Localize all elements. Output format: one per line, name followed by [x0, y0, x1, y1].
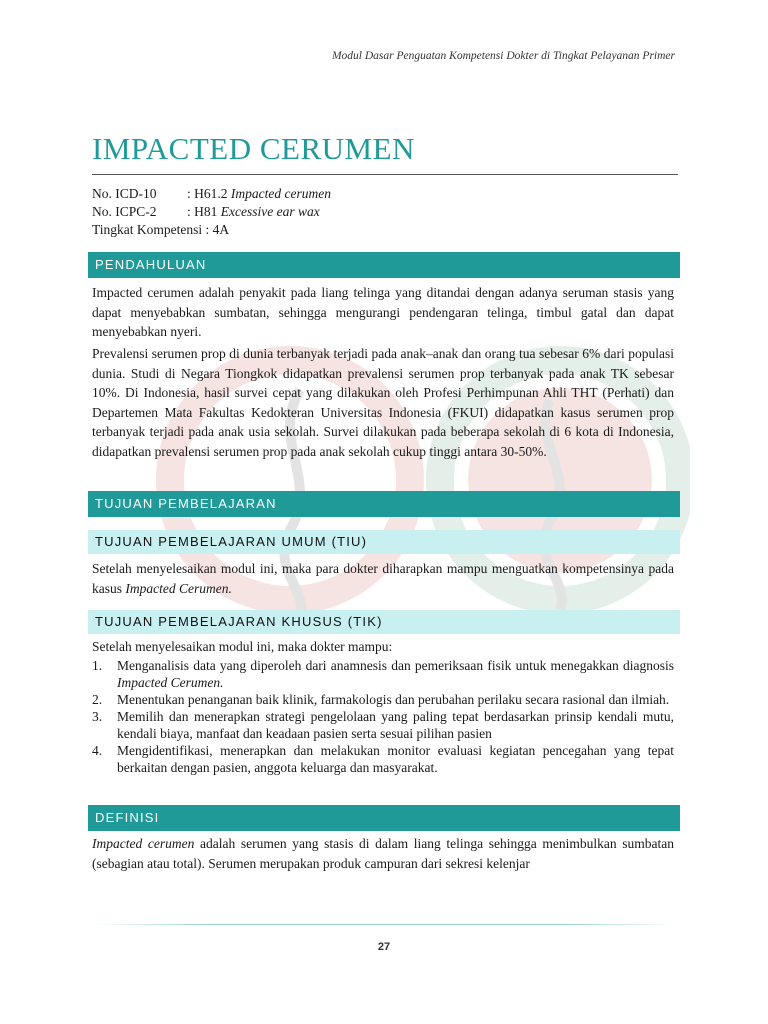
title-divider — [92, 174, 678, 175]
pendahuluan-paragraph-1: Impacted cerumen adalah penyakit pada liang telinga yang ditandai dengan adanya seruman stasis yang dapat menyebabkan sumbatan, sehingga mengurangi pendengaran telinga, timbul gatal dan dapat menyebabkan nyeri. — [92, 285, 674, 339]
tik-list — [92, 657, 674, 776]
list-item-body: Mengidentifikasi, menerapkan dan melakukan monitor evaluasi kegiatan pencegahan yang tepat berkaitan dengan pasien, anggota keluarga dan masyarakat. — [117, 743, 674, 775]
list-item-case-name: Impacted Cerumen. — [117, 675, 224, 690]
footer-divider — [92, 924, 678, 925]
icpc2-code: : H81 — [187, 204, 221, 219]
icd10-code: : H61.2 — [187, 186, 231, 201]
list-item-number: 4. — [92, 743, 103, 758]
definisi-term: Impacted cerumen — [92, 836, 195, 851]
tiu-text: Setelah menyelesaikan modul ini, maka para dokter diharapkan mampu menguatkan kompetensinya pada kasus — [92, 561, 674, 596]
tiu-case-name: Impacted Cerumen. — [125, 580, 232, 596]
list-item-body: Menganalisis data yang diperoleh dari anamnesis dan pemeriksaan fisik untuk menegakkan diagnosis — [117, 658, 674, 673]
section-header-tujuan: TUJUAN PEMBELAJARAN — [88, 491, 680, 517]
page-title: IMPACTED CERUMEN — [92, 131, 415, 166]
icpc2-label: No. ICPC-2 — [92, 204, 157, 219]
icpc2-row — [92, 203, 331, 221]
competency-level: Tingkat Kompetensi : 4A — [92, 222, 230, 237]
list-item-body: Menentukan penanganan baik klinik, farmakologis dan perubahan perilaku secara rasional dan ilmiah. — [117, 692, 670, 707]
list-item-number: 1. — [92, 658, 103, 673]
icd10-value — [187, 185, 331, 203]
tik-intro: Setelah menyelesaikan modul ini, maka dokter mampu: — [92, 639, 393, 654]
list-item-text — [117, 708, 674, 742]
list-item-number: 2. — [92, 692, 103, 707]
subsection-header-tik: TUJUAN PEMBELAJARAN KHUSUS (TIK) — [88, 610, 680, 634]
pendahuluan-paragraph-2: Prevalensi serumen prop di dunia terbanyak terjadi pada anak–anak dan orang tua sebesar 6% dari populasi dunia. Studi di Negara Tiongkok didapatkan prevalensi serumen prop terbanyak pada anak TK sebesar 10%. Di Indonesia, hasil survei cepat yang dilakukan oleh Profesi Perhimpunan Ahli THT (Perhati) dan Departemen Mata Fakultas Kedokteran Universitas Indonesia (FKUI) didapatkan kasus serumen prop terbanyak terjadi pada anak usia sekolah. Survei dilakukan pada beberapa sekolah di 6 kota di Indonesia, didapatkan prevalensi serumen prop pada anak sekolah cukup tinggi antara 30-50%. — [92, 346, 674, 459]
definisi-paragraph — [92, 834, 674, 873]
icpc2-description: Excessive ear wax — [220, 204, 320, 219]
definisi-text: adalah serumen yang stasis di dalam liang telinga sehingga menimbulkan sumbatan (sebagian atau total). Serumen merupakan produk campuran dari sekresi kelenjar — [92, 836, 674, 871]
icpc2-value — [187, 203, 320, 221]
classification-info — [92, 185, 331, 239]
icd10-label: No. ICD-10 — [92, 186, 157, 201]
icd10-row — [92, 185, 331, 203]
list-item-text — [117, 691, 674, 708]
section-header-pendahuluan: PENDAHULUAN — [88, 252, 680, 278]
list-item — [92, 657, 674, 691]
running-header: Modul Dasar Penguatan Kompetensi Dokter di Tingkat Pelayanan Primer — [331, 50, 675, 62]
subsection-header-tiu: TUJUAN PEMBELAJARAN UMUM (TIU) — [88, 530, 680, 554]
tiu-paragraph — [92, 559, 674, 598]
list-item — [92, 691, 674, 708]
list-item-number: 3. — [92, 709, 103, 724]
list-item-text — [117, 742, 674, 776]
list-item — [92, 742, 674, 776]
page-number: 27 — [377, 941, 391, 953]
section-header-definisi: DEFINISI — [88, 805, 680, 831]
icd10-description: Impacted cerumen — [230, 186, 331, 201]
list-item-text — [117, 657, 674, 691]
list-item-body: Memilih dan menerapkan strategi pengelolaan yang paling tepat berdasarkan prinsip kendali mutu, kendali biaya, manfaat dan keadaan pasien serta sesuai pilihan pasien — [117, 709, 674, 741]
list-item — [92, 708, 674, 742]
